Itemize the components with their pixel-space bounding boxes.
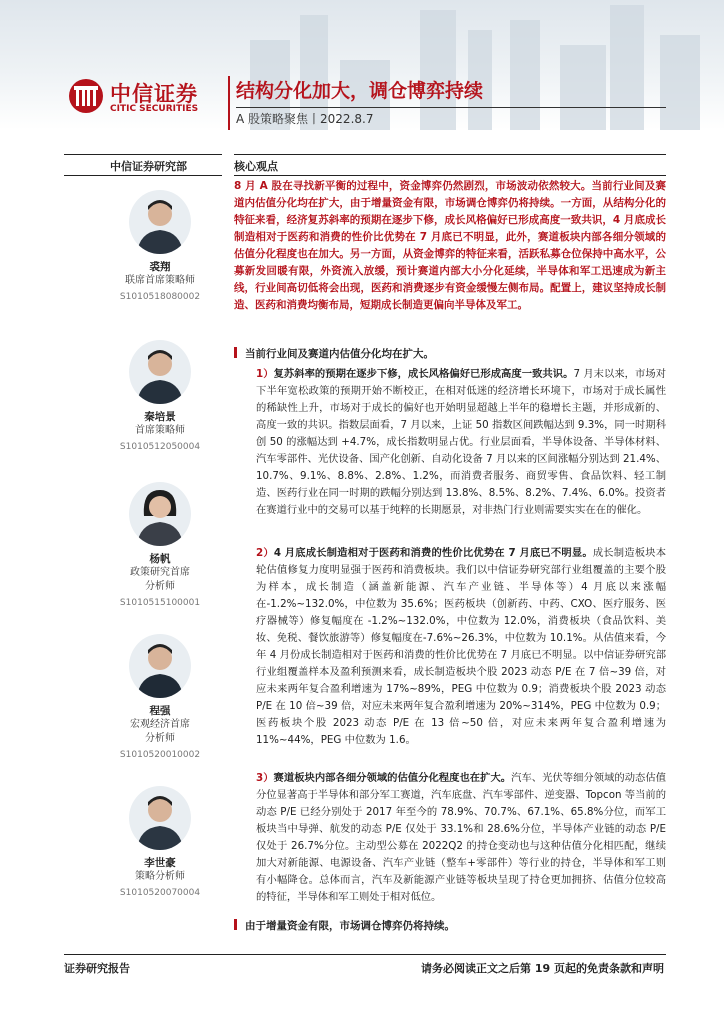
author-name: 杨帆 bbox=[149, 553, 171, 565]
paragraph bbox=[256, 545, 666, 749]
citic-logo-icon bbox=[68, 78, 104, 114]
item-lead: 复苏斜率的预期在逐步下修，成长风格偏好已形成高度一致共识。 bbox=[273, 368, 574, 380]
item-number: 2） bbox=[256, 547, 274, 559]
building-shape bbox=[610, 5, 644, 130]
report-title: 结构分化加大，调仓博弈持续 bbox=[236, 80, 484, 102]
section-heading bbox=[234, 918, 455, 933]
building-shape bbox=[510, 20, 540, 130]
author-cert-number: S1010515100001 bbox=[119, 598, 201, 608]
author-photo bbox=[129, 190, 191, 254]
author-cert-number: S1010520010002 bbox=[119, 750, 201, 760]
bullet-bar-icon bbox=[234, 347, 237, 358]
author-name: 程强 bbox=[149, 705, 171, 717]
author-card bbox=[100, 786, 220, 900]
title-divider bbox=[228, 76, 230, 130]
author-photo bbox=[129, 786, 191, 850]
main-top-rule bbox=[234, 154, 666, 155]
author-name: 秦培景 bbox=[144, 411, 176, 423]
brand-name-en: CITIC SECURITIES bbox=[110, 104, 199, 114]
item-body: 7 月末以来，市场对下半年宽松政策的预期开始不断校正，在相对低迷的经济增长环境下，市场对于成长属性的稀缺性上升，市场对于成长的偏好也开始明显超越上半年的稳增长主题，并形成新的、高度一致的共识。指数层面看，7 月以来，上证 50 指数区间跌幅达到 9.3%，同一时期科创 50 的涨幅达到 +4.7%，成长指数明显占优。行业层面看，半导体设备、半导体材料、汽车零部件、光伏设备、国产化创新、自动化设备 7 月以来的区间涨幅分别达到 21.4%、10.7%、9.1%、8.8%、2.8%、1.2%，而消费者服务、商贸零售、食品饮料、轻工制造、医药行业在同一时期的跌幅分别达到 13.8%、8.5%、8.2%、7.4%、6.0%。投资者在赛道行业中的交易可以基于纯粹的长期愿景，对非热门行业则需要实实在在的催化。 bbox=[256, 368, 667, 516]
item-number: 3） bbox=[256, 772, 274, 784]
brand-name-cn: 中信证券 bbox=[110, 82, 198, 106]
author-card bbox=[100, 190, 220, 304]
author-role: 首席策略师 bbox=[135, 425, 185, 436]
author-cert-number: S1010518080002 bbox=[119, 292, 201, 302]
footer-label: 证券研究报告 bbox=[64, 962, 130, 975]
author-role-line2: 分析师 bbox=[145, 733, 175, 744]
item-number: 1） bbox=[256, 368, 274, 380]
core-view-label: 核心观点 bbox=[234, 160, 278, 173]
core-summary: 8 月 A 股在寻找新平衡的过程中，资金博弈仍然剧烈，市场波动依然较大。当前行业间及赛道内估值分化均在扩大，由于增量资金有限，市场调仓博弈仍将持续。一方面，从结构分化的特征来看，经济复苏斜率的预期在逐步下修，成长风格偏好已形成高度一致共识，4 月底成长制造相对于医药和消费的性价比优势在 7 月底已不明显，此外，赛道板块内部各细分领域的估值分化程度也在加大。另一方面，从资金博弈的特征来看，活跃私募仓位保持中高水平，公募新发回暖有限，外资流入放缓，预计赛道内部大小分化延续，半导体和军工迅速成为新主线，行业间高切低将会出现，医药和消费逐步有资金缓慢左侧布局。配置上，建议坚持成长制造、医药和消费均衡布局，短期成长制造更偏向半导体及军工。 bbox=[234, 180, 666, 311]
author-cert-number: S1010520070004 bbox=[119, 888, 201, 898]
author-role: 政策研究首席 bbox=[130, 567, 190, 578]
research-dept-label: 中信证券研究部 bbox=[110, 160, 187, 173]
section-heading-text: 当前行业间及赛道内估值分化均在扩大。 bbox=[245, 348, 434, 360]
item-body: 汽车、光伏等细分领域的动态估值分位显著高于半导体和部分军工赛道，汽车底盘、汽车零部件、逆变器、Topcon 等当前的动态 P/E 已经分别处于 2017 年至今的 78.9%、70.7%、67.1%、65.8%分位，而军工板块当中导弹、航发的动态 P/E 仅处于 33.1%和 28.6%分位，半导体产业链的动态 P/E 仅处于 26.7%分位。主动型公募在 2022Q2 的持仓变动也与这种估值分化相匹配，继续加大对新能源、电源设备、汽车产业链（整车+零部件）等行业的持仓，半导体和军工则有小幅降仓。总体而言，汽车及新能源产业链等板块呈现了持仓更加拥挤、估值分位较高的特征，半导体和军工则处于相对低位。 bbox=[256, 772, 667, 903]
paragraph bbox=[256, 770, 666, 906]
author-name: 裘翔 bbox=[149, 261, 171, 273]
item-lead: 赛道板块内部各细分领域的估值分化程度也在扩大。 bbox=[273, 772, 512, 784]
building-shape bbox=[660, 35, 700, 130]
author-card bbox=[100, 634, 220, 762]
bullet-bar-icon bbox=[234, 919, 237, 930]
footer-disclaimer: 请务必阅读正文之后第 19 页起的免责条款和声明 bbox=[421, 962, 664, 975]
item-body: 成长制造板块本轮估值修复力度明显强于医药和消费板块。我们以中信证券研究部行业组覆盖的主要个股为样本，成长制造（涵盖新能源、汽车产业链、半导体等）4 月底以来涨幅在-1.2%~132.0%，中位数为 35.6%；医药板块（创新药、中药、CXO、医疗服务、医疗器械等）修复幅度在 -1.2%~132.0%，中位数为 12.0%，消费板块（食品饮料、美妆、免税、餐饮旅游等）修复幅度在-7.6%~26.3%，中位数为 10.1%。从估值来看，今年 4 月份成长制造相对于医药和消费的性价比优势在 7 月底已不明显。以中信证券研究部行业组覆盖样本及盈利预测来看，成长制造板块个股 2023 动态 P/E 在 7 倍~39 倍，对应未来两年复合盈利增速为 17%~89%，PEG 中位数为 0.9；消费板块个股 2023 动态 P/E 在 10 倍~39 倍，对应未来两年复合盈利增速为 20%~314%，PEG 中位数为 0.9；医药板块个股 2023 动态 P/E 在 13 倍~50 倍，对应未来两年复合盈利增速为 11%~44%，PEG 中位数为 1.6。 bbox=[256, 547, 666, 746]
section-heading bbox=[234, 346, 434, 361]
sidebar-top-rule bbox=[64, 154, 222, 155]
sidebar-label-rule bbox=[64, 175, 222, 176]
author-role-line2: 分析师 bbox=[145, 581, 175, 592]
author-photo bbox=[129, 634, 191, 698]
author-role: 宏观经济首席 bbox=[130, 719, 190, 730]
author-role: 策略分析师 bbox=[135, 871, 185, 882]
building-shape bbox=[420, 10, 456, 130]
title-underline bbox=[236, 107, 666, 108]
section-heading-text: 由于增量资金有限，市场调仓博弈仍将持续。 bbox=[245, 920, 455, 932]
main-label-rule bbox=[234, 175, 666, 176]
paragraph bbox=[256, 366, 666, 519]
author-card bbox=[100, 482, 220, 610]
report-subtitle: A 股策略聚焦丨2022.8.7 bbox=[236, 112, 374, 126]
building-shape bbox=[560, 45, 606, 130]
company-logo bbox=[68, 78, 218, 118]
author-role: 联席首席策略师 bbox=[125, 275, 195, 286]
footer-rule bbox=[64, 954, 666, 955]
item-lead: 4 月底成长制造相对于医药和消费的性价比优势在 7 月底已不明显。 bbox=[273, 547, 593, 559]
author-cert-number: S1010512050004 bbox=[119, 442, 201, 452]
author-card bbox=[100, 340, 220, 454]
author-name: 李世豪 bbox=[144, 857, 176, 869]
author-photo bbox=[129, 340, 191, 404]
author-photo bbox=[129, 482, 191, 546]
